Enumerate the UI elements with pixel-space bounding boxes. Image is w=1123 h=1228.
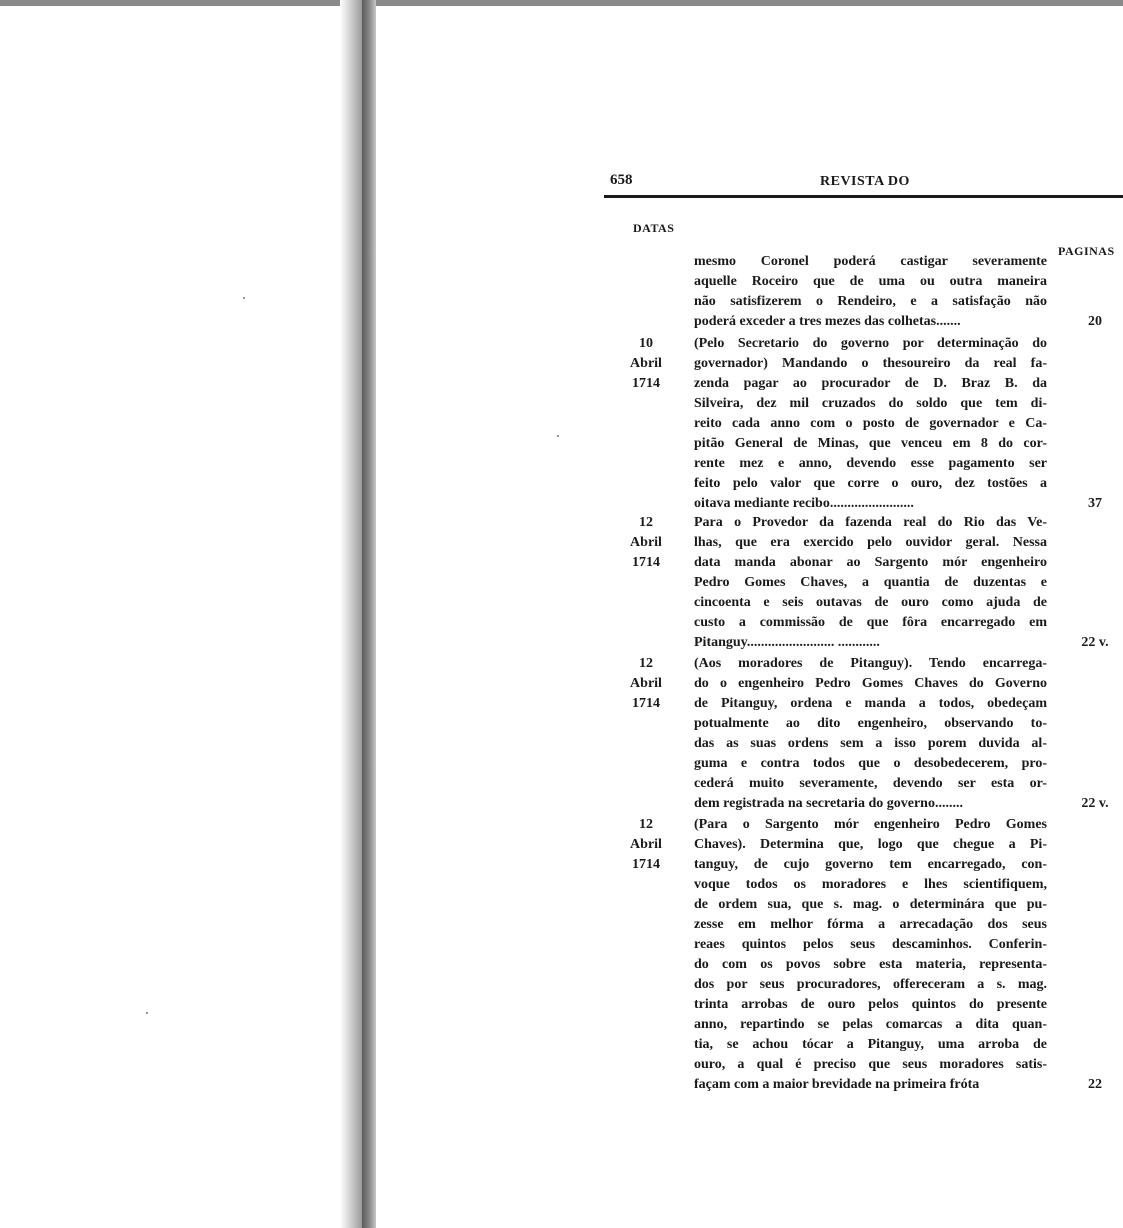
entry-date-line: 1714 xyxy=(632,857,660,872)
entry-text-line: rente mez e anno, devendo esse pagamento ser xyxy=(694,456,1047,471)
entry-text-line: Silveira, dez mil cruzados do soldo que tem di- xyxy=(694,396,1047,411)
entry-text-line: tia, se achou tócar a Pitanguy, uma arroba de xyxy=(694,1037,1047,1052)
entry-page-reference: 22 v. xyxy=(1081,635,1109,650)
entry-date xyxy=(614,513,678,573)
entry-text-line: do com os povos sobre esta materia, representa- xyxy=(694,957,1047,972)
entry-text xyxy=(694,334,1047,514)
entry-text-line: Pedro Gomes Chaves, a quantia de duzentas e xyxy=(694,575,1047,590)
register-entry xyxy=(600,252,1123,332)
entry-text-line: das as suas ordens sem a isso porem duvida al- xyxy=(694,736,1047,751)
register-entry xyxy=(600,334,1123,514)
entry-page-reference: 20 xyxy=(1088,314,1102,329)
entry-text-line: mesmo Coronel poderá castigar severamente xyxy=(694,254,1047,269)
register-entry xyxy=(600,654,1123,814)
entry-text xyxy=(694,815,1047,1095)
entry-date-line: 1714 xyxy=(632,555,660,570)
entry-text-line: zenda pagar ao procurador de D. Braz B. da xyxy=(694,376,1047,391)
page-top-edge xyxy=(0,0,1123,6)
entry-date-line: Abril xyxy=(630,837,662,852)
scan-speck xyxy=(243,297,245,299)
entry-text-line: (Pelo Secretario do governo por determinação do xyxy=(694,336,1047,351)
entry-text-line: reaes quintos pelos seus descaminhos. Conferin- xyxy=(694,937,1047,952)
entry-text-line: poderá exceder a tres mezes das colhetas....... xyxy=(694,314,961,329)
entry-text-line: oitava mediante recibo........................ xyxy=(694,496,914,511)
entry-date-line: Abril xyxy=(630,535,662,550)
running-title: REVISTA DO xyxy=(820,174,910,189)
entry-date-line: 1714 xyxy=(632,696,660,711)
entry-text-line: aquelle Roceiro que de uma ou outra maneira xyxy=(694,274,1047,289)
entry-text-line: custo a commissão de que fôra encarregado em xyxy=(694,615,1047,630)
entry-text-line: trinta arrobas de ouro pelos quintos do presente xyxy=(694,997,1047,1012)
entry-text xyxy=(694,513,1047,653)
scan-speck xyxy=(557,435,559,437)
entry-date-line: Abril xyxy=(630,676,662,691)
entry-date-line: 1714 xyxy=(632,376,660,391)
entry-text-line: cederá muito severamente, devendo ser esta or- xyxy=(694,776,1047,791)
entry-date-line: 12 xyxy=(639,515,653,530)
entry-text-line: pitão General de Minas, que venceu em 8 do cor- xyxy=(694,436,1047,451)
entry-text-line: guma e contra todos que o desobedecerem, pro- xyxy=(694,756,1047,771)
entry-text-line: ouro, a qual é preciso que seus moradores satis- xyxy=(694,1057,1047,1072)
entry-text-line: potualmente ao dito engenheiro, observando to- xyxy=(694,716,1047,731)
entry-text-line: anno, repartindo se pelas comarcas a dita quan- xyxy=(694,1017,1047,1032)
entry-text xyxy=(694,654,1047,814)
entry-date-line: 12 xyxy=(639,656,653,671)
page-number: 658 xyxy=(610,172,633,188)
entry-text-line: lhas, que era exercido pelo ouvidor geral. Nessa xyxy=(694,535,1047,550)
page-header xyxy=(604,168,1123,202)
entry-text xyxy=(694,252,1047,332)
entry-text-line: tanguy, de cujo governo tem encarregado, con- xyxy=(694,857,1047,872)
scan-speck xyxy=(146,1012,148,1014)
entry-date-line: Abril xyxy=(630,356,662,371)
entry-date xyxy=(614,334,678,394)
entry-text-line: reito cada anno com o posto de governador e Ca- xyxy=(694,416,1047,431)
entry-text-line: de Pitanguy, ordena e manda a todos, obedeçam xyxy=(694,696,1047,711)
entry-text-line: feito pelo valor que corre o ouro, dez tostões a xyxy=(694,476,1047,491)
entry-date-line: 10 xyxy=(639,336,653,351)
entry-date xyxy=(614,815,678,875)
entry-text-line: do o engenheiro Pedro Gomes Chaves do Governo xyxy=(694,676,1047,691)
entry-text-line: não satisfizerem o Rendeiro, e a satisfação não xyxy=(694,294,1047,309)
gutter-shadow xyxy=(340,0,362,1228)
entry-text-line: governador) Mandando o thesoureiro da real fa- xyxy=(694,356,1047,371)
entry-text-line: de ordem sua, que s. mag. o determinára que pu- xyxy=(694,897,1047,912)
entry-text-line: Para o Provedor da fazenda real do Rio das Ve- xyxy=(694,515,1047,530)
entry-page-reference: 37 xyxy=(1088,496,1102,511)
dates-column-heading: DATAS xyxy=(633,221,675,235)
entry-page-reference: 22 xyxy=(1088,1077,1102,1092)
entry-text-line: data manda abonar ao Sargento mór engenheiro xyxy=(694,555,1047,570)
entry-page-reference: 22 v. xyxy=(1081,796,1109,811)
entry-text-line: façam com a maior brevidade na primeira fróta xyxy=(694,1077,980,1092)
entry-text-line: voque todos os moradores e lhes scientifiquem, xyxy=(694,877,1047,892)
book-spine xyxy=(362,0,376,1228)
entry-text-line: dem registrada na secretaria do governo........ xyxy=(694,796,963,811)
pages-column-heading: PAGINAS xyxy=(1058,244,1115,258)
entry-text-line: (Para o Sargento mór engenheiro Pedro Gomes xyxy=(694,817,1047,832)
register-entry xyxy=(600,513,1123,653)
entry-text-line: Chaves). Determina que, logo que chegue a Pi- xyxy=(694,837,1047,852)
entry-text-line: Pitanguy......................... ............ xyxy=(694,635,880,650)
entry-date xyxy=(614,654,678,714)
entry-text-line: dos por seus procuradores, offereceram a s. mag. xyxy=(694,977,1047,992)
entry-date-line: 12 xyxy=(639,817,653,832)
register-entry xyxy=(600,815,1123,1095)
header-rule xyxy=(604,195,1123,198)
entry-text-line: (Aos moradores de Pitanguy). Tendo encarrega- xyxy=(694,656,1047,671)
entry-text-line: zesse em melhor fórma a arrecadação dos seus xyxy=(694,917,1047,932)
entry-text-line: cincoenta e seis outavas de ouro como ajuda de xyxy=(694,595,1047,610)
